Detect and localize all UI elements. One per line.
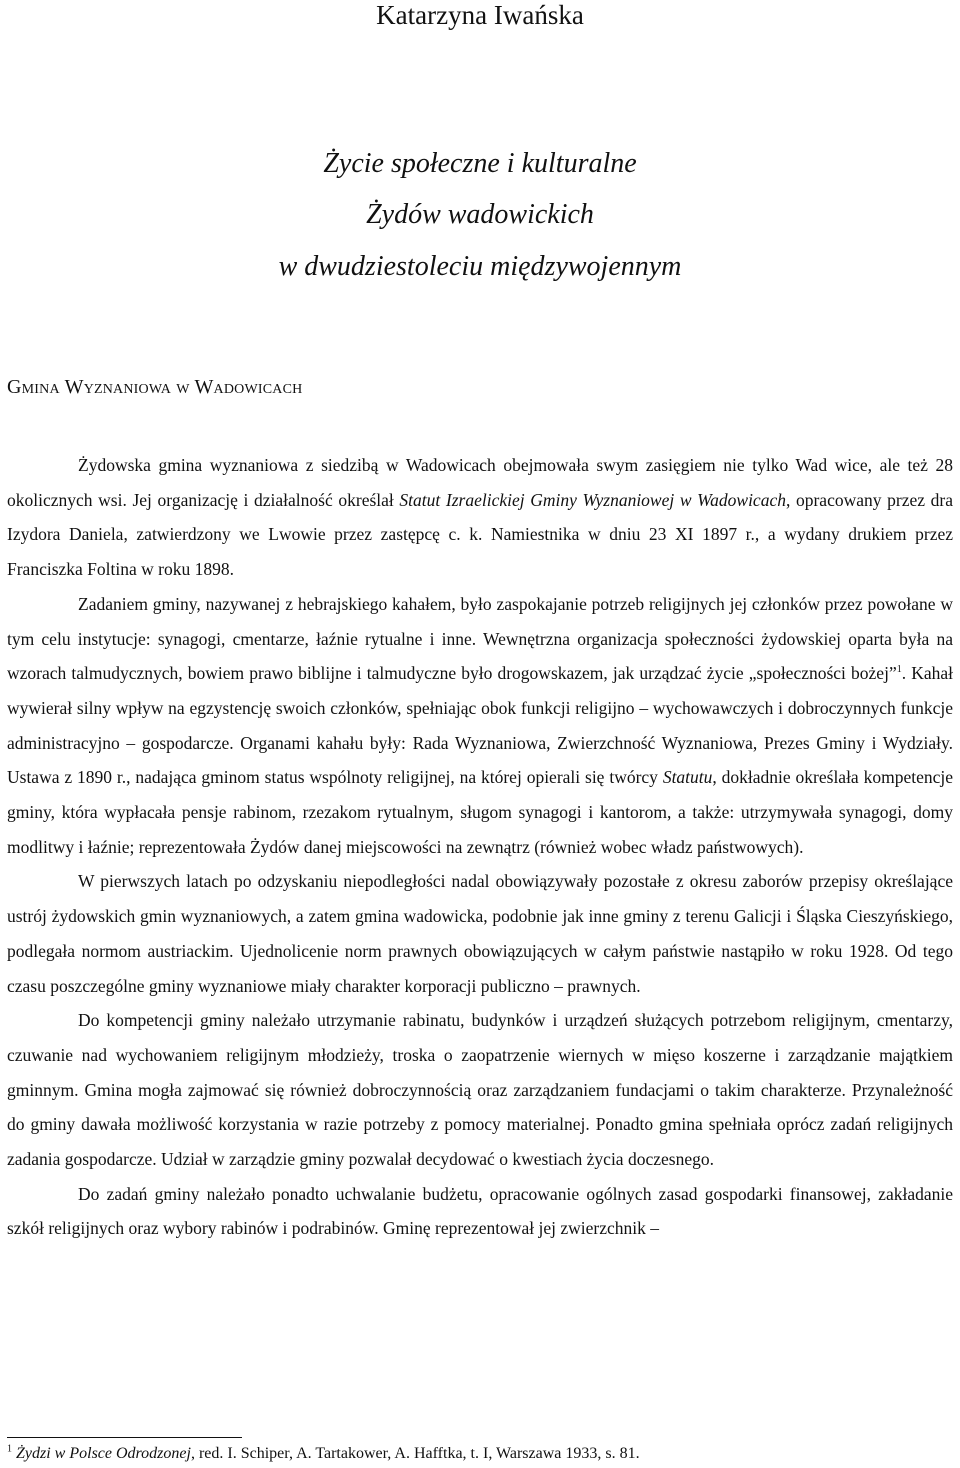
section-heading: Gmina Wyznaniowa w Wadowicach — [7, 376, 303, 398]
paragraph-1 — [7, 448, 953, 587]
footnote-number: 1 — [7, 1443, 12, 1455]
footnote-divider — [7, 1437, 242, 1438]
footnote-book-title: Żydzi w Polsce Odrodzonej — [16, 1445, 191, 1462]
statute-title: Statut Izraelickiej Gminy Wyznaniowej w Wadowicach — [399, 489, 786, 510]
author-name: Katarzyna Iwańska — [376, 0, 584, 30]
paragraph-2 — [7, 587, 953, 865]
title-line-1: Życie społeczne i kulturalne — [323, 148, 637, 179]
paragraph-5: Do zadań gminy należało ponadto uchwalanie budżetu, opracowanie ogólnych zasad gospodarki finansowej, zakładanie szkół religijnych oraz wybory rabinów i podrabinów. Gminę reprezentował jej zwierzchnik – — [7, 1183, 953, 1239]
paragraph-1-text-a: Żydowska gmina wyznaniowa z siedzibą w Wadowicach obejmowała swym zasięgiem nie tylko Wad wice, ale też 28 okolicznych wsi. Jej organizację i działalność określał — [7, 455, 953, 510]
footnote-1 — [7, 1444, 953, 1464]
statute-ref: Statutu — [662, 767, 713, 788]
paragraph-2-text-d: , dokładnie określała kompetencje gminy, która wypłacała pensje rabinom, rzezakom rytualnym, sługom synagogi i kantorom, a także: utrzymywała synagogi, domy modlitwy i łaźnie; reprezentowała Żydów danej miejscowości na zewnątrz (również wobec władz państwowych). — [7, 767, 953, 857]
title-line-3: w dwudziestoleciu międzywojennym — [278, 251, 682, 282]
paragraph-1-text-c: , opracowany przez dra Izydora Daniela, zatwierdzony we Lwowie przez zastępcę c. k. Namiestnika w dniu 23 XI 1897 r., a wydany drukiem przez Franciszka Foltina w roku 1898. — [7, 489, 953, 580]
article-body — [7, 448, 953, 1246]
paragraph-2-text-a: Zadaniem gminy, nazywanej z hebrajskiego kahałem, było zaspokajanie potrzeb religijnych jej członków przez powołane w tym celu instytucje: synagogi, cmentarze, łaźnie rytualne i inne. Wewnętrzna organizacja społeczności żydowskiej oparta była na wzorach talmudycznych, bowiem prawo biblijne i talmudyczne było drogowskazem, jak urządzać życie „społeczności bożej” — [7, 593, 953, 684]
paragraph-2-text-b: . Kahał wywierał silny wpływ na egzystencję swoich członków, spełniając obok funkcji religijno – wychowawczych i dobroczynnych funkcje administracyjno – gospodarcze. Organami kahału były: Rada Wyznaniowa, Zwierzchność Wyznaniowa, Prezes Gminy i Wydziały. Ustawa z 1890 r., nadająca gminom status wspólnoty religijnej, na której opierali się twórcy — [7, 663, 954, 788]
paragraph-4: Do kompetencji gminy należało utrzymanie rabinatu, budynków i urządzeń służących potrzebom religijnym, cmentarzy, czuwanie nad wychowaniem religijnym młodzieży, troska o zaopatrzenie wiernych w mięso koszerne i zarządzanie majątkiem gminnym. Gmina mogła zajmować się również dobroczynnością oraz zarządzaniem fundacjami o takim charakterze. Przynależność do gminy dawała możliwość korzystania w razie potrzeby z pomocy materialnej. Ponadto gmina spełniała oprócz zadań religijnych zadania gospodarcze. Udział w zarządzie gminy pozwalał decydować o kwestiach życia doczesnego. — [7, 1010, 953, 1170]
footnote-ref-1[interactable]: 1 — [896, 664, 902, 676]
footnote-citation: , red. I. Schiper, A. Tartakower, A. Hafftka, t. I, Warszawa 1933, s. 81. — [190, 1445, 640, 1462]
title-line-2: Żydów wadowickich — [366, 199, 594, 230]
paragraph-3: W pierwszych latach po odzyskaniu niepodległości nadal obowiązywały pozostałe z okresu zaborów przepisy określające ustrój żydowskich gmin wyznaniowych, a zatem gmina wadowicka, podobnie jak inne gminy z terenu Galicji i Śląska Cieszyńskiego, podlegała normom austriackim. Ujednolicenie norm prawnych obowiązujących w całym państwie nastąpiło w roku 1928. Od tego czasu poszczególne gminy wyznaniowe miały charakter korporacji publiczno – prawnych. — [7, 871, 953, 996]
